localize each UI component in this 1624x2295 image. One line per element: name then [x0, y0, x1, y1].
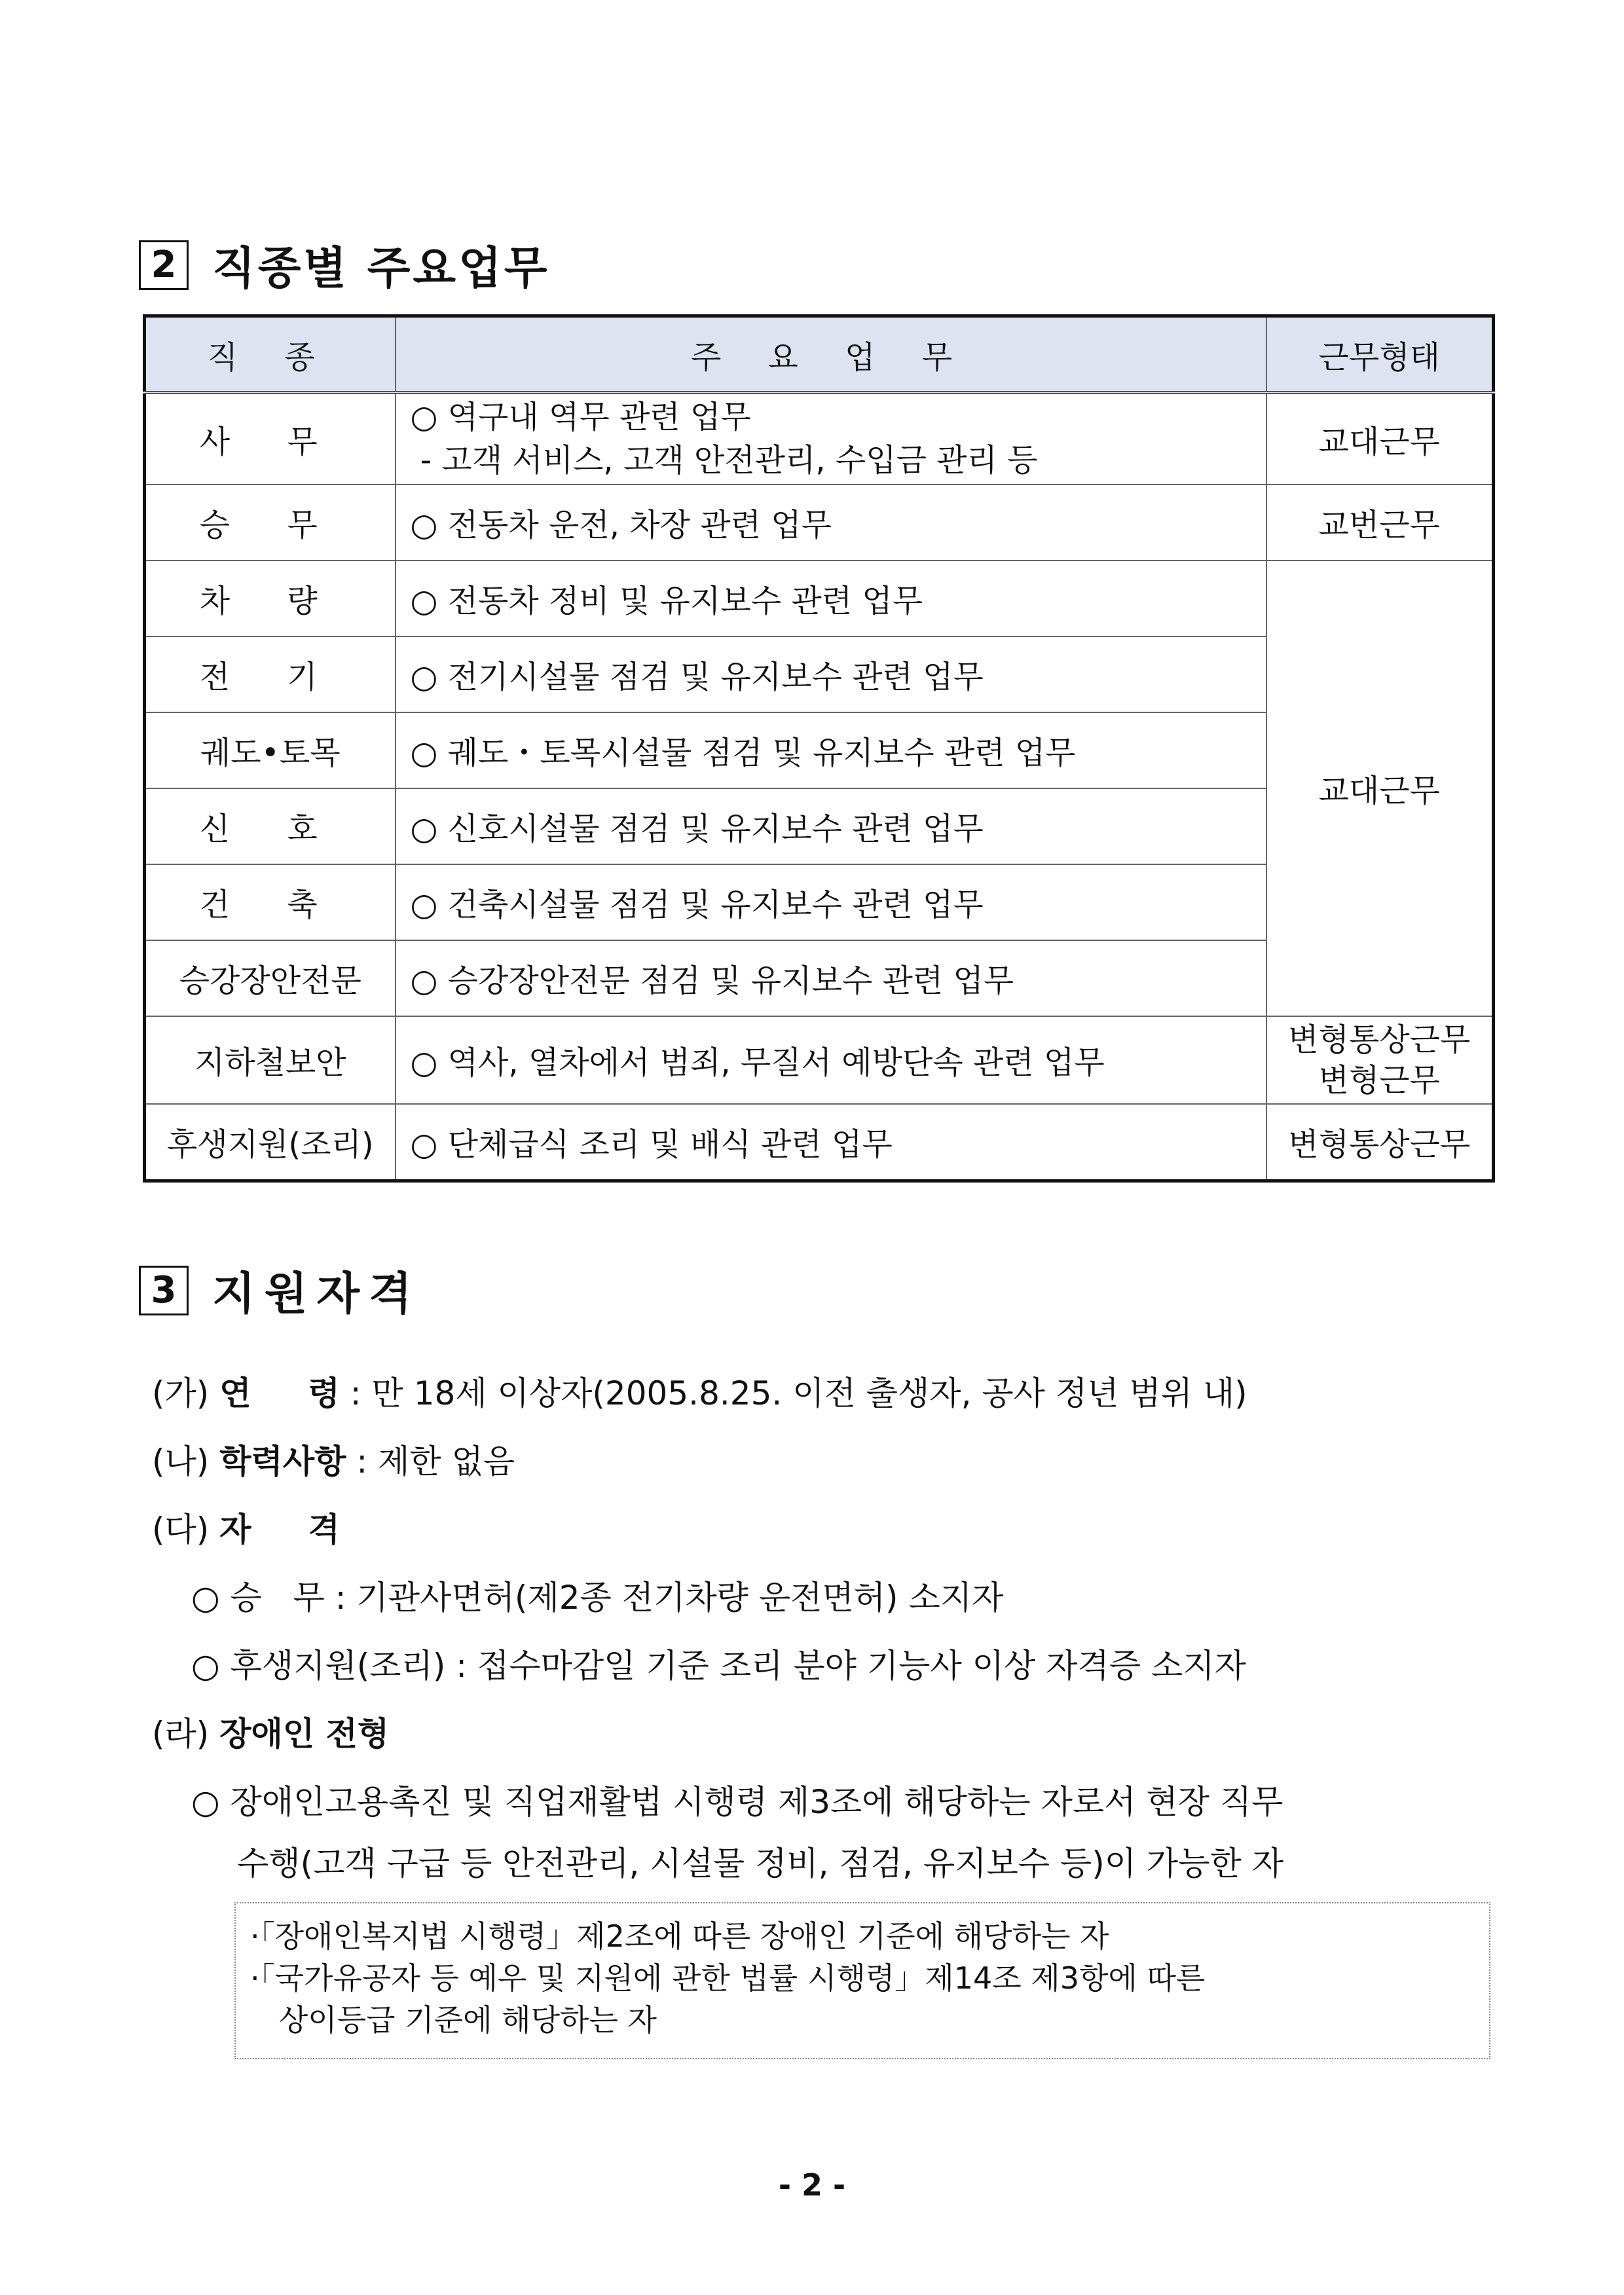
license-item: ○ 후생지원(조리) : 접수마감일 기준 조리 분야 기능사 이상 자격증 소지자: [191, 1647, 1246, 1685]
item-label: 연 령: [219, 1374, 340, 1412]
item-text: : 제한 없음: [356, 1442, 515, 1480]
table-row: [145, 560, 1494, 636]
table-row: [145, 485, 1494, 560]
disabled-criteria-line: 수행(고객 구급 등 안전관리, 시설물 정비, 점검, 유지보수 등)이 가능한 자: [237, 1845, 1284, 1882]
section-number: 3: [139, 1266, 189, 1315]
job-duty: ○ 건축시설물 점검 및 유지보수 관련 업무: [396, 864, 1266, 940]
qualification-education: [152, 1435, 515, 1482]
section-title: 직종별 주요업무: [212, 243, 550, 295]
table-row: [145, 393, 1494, 485]
job-duty: ○ 전기시설물 점검 및 유지보수 관련 업무: [396, 636, 1266, 712]
job-duties-table: [143, 314, 1495, 1183]
work-form: 변형통상근무: [1266, 1104, 1494, 1181]
job-kind: 궤도•토목: [145, 712, 396, 788]
job-kind: 승강장안전문: [145, 940, 396, 1016]
table-row: [145, 1016, 1494, 1104]
job-duty: ○ 단체급식 조리 및 배식 관련 업무: [396, 1104, 1266, 1181]
section-title: 지원자격: [212, 1268, 421, 1320]
job-duty: ○ 궤도・토목시설물 점검 및 유지보수 관련 업무: [396, 712, 1266, 788]
job-duty: ○ 승강장안전문 점검 및 유지보수 관련 업무: [396, 940, 1266, 1016]
disabled-note-box: [234, 1902, 1490, 2059]
header-work-form: 근무형태: [1266, 316, 1494, 393]
table-row: [145, 1104, 1494, 1181]
item-marker: (라): [152, 1715, 210, 1753]
job-kind: 후생지원(조리): [145, 1104, 396, 1181]
work-form: 교대근무: [1266, 560, 1494, 1016]
item-label: 자 격: [219, 1511, 340, 1549]
header-duty: 주 요 업 무: [396, 316, 1266, 393]
qualification-disabled: [152, 1708, 389, 1755]
job-duty: ○ 전동차 운전, 차장 관련 업무: [396, 485, 1266, 560]
qualification-age: [152, 1367, 1247, 1414]
job-kind: 신 호: [145, 788, 396, 864]
item-marker: (가): [152, 1374, 210, 1412]
qualification-license: [152, 1503, 340, 1551]
duty-line: ○ 역구내 역무 관련 업무: [410, 399, 751, 436]
disabled-criteria-line: ○ 장애인고용촉진 및 직업재활법 시행령 제3조에 해당하는 자로서 현장 직무: [191, 1783, 1283, 1821]
job-kind: 승 무: [145, 485, 396, 560]
job-duty: ○ 신호시설물 점검 및 유지보수 관련 업무: [396, 788, 1266, 864]
note-line: ·「장애인복지법 시행령」제2조에 따른 장애인 기준에 해당하는 자: [250, 1919, 1109, 1954]
item-marker: (나): [152, 1442, 210, 1480]
work-form: 교대근무: [1266, 393, 1494, 485]
item-label: 장애인 전형: [219, 1715, 390, 1753]
table-header-row: [145, 316, 1494, 393]
license-item: ○ 승 무 : 기관사면허(제2종 전기차량 운전면허) 소지자: [191, 1579, 1004, 1617]
duty-subline: - 고객 서비스, 고객 안전관리, 수입금 관리 등: [410, 442, 1038, 479]
item-label: 학력사항: [219, 1442, 346, 1480]
work-form-line: 변형통상근무: [1288, 1021, 1471, 1058]
job-kind: 차 량: [145, 560, 396, 636]
page-number: - 2 -: [778, 2167, 846, 2203]
job-kind: 전 기: [145, 636, 396, 712]
note-line: ·「국가유공자 등 예우 및 지원에 관한 법률 시행령」제14조 제3항에 따른: [250, 1960, 1206, 1996]
note-line: 상이등급 기준에 해당하는 자: [250, 2002, 657, 2038]
header-kind: 직 종: [145, 316, 396, 393]
job-kind: 사 무: [145, 393, 396, 485]
work-form: 교번근무: [1266, 485, 1494, 560]
job-duty: ○ 역사, 열차에서 범죄, 무질서 예방단속 관련 업무: [396, 1016, 1266, 1104]
section-number: 2: [139, 240, 189, 290]
section-2-heading: [139, 233, 550, 297]
item-text: : 만 18세 이상자(2005.8.25. 이전 출생자, 공사 정년 범위 내): [350, 1374, 1247, 1412]
job-kind: 지하철보안: [145, 1016, 396, 1104]
job-kind: 건 축: [145, 864, 396, 940]
job-duty: ○ 전동차 정비 및 유지보수 관련 업무: [396, 560, 1266, 636]
section-3-heading: [139, 1258, 421, 1322]
item-marker: (다): [152, 1511, 210, 1549]
job-duty: [396, 393, 1266, 485]
work-form-line: 변형근무: [1318, 1061, 1440, 1099]
work-form: [1266, 1016, 1494, 1104]
